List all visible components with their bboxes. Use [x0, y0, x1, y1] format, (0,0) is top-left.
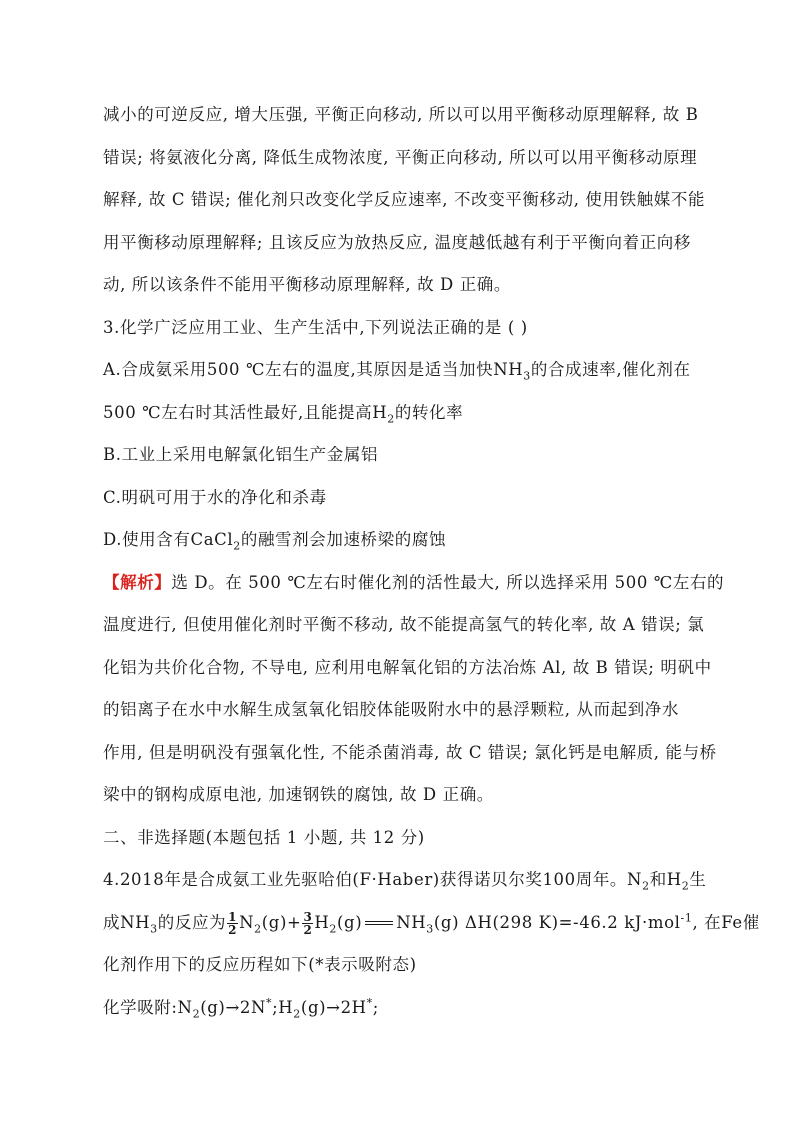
option-d: D.使用含有CaCl$_2$的融雪剂会加速桥梁的腐蚀 — [103, 530, 447, 553]
question-4-line4: 化学吸附$:N_2(g)\to 2N^*;H_2(g)\to 2H^*$; — [103, 996, 379, 1021]
fraction-one-half: $\frac{1}{2}$ — [228, 910, 238, 937]
option-c: C.明矾可用于水的净化和杀毒 — [103, 488, 327, 507]
section-heading: 二、非选择题(本题包括 1 小题, 共 12 分) — [103, 828, 425, 847]
question-3-stem: 3.化学广泛应用工业、生产生活中,下列说法正确的是 ( ) — [103, 318, 528, 337]
analysis-line: 作用, 但是明矾没有强氧化性, 不能杀菌消毒, 故 C 错误; 氯化钙是电解质, 能与桥 — [103, 743, 717, 762]
paragraph-line: 错误; 将氨液化分离, 降低生成物浓度, 平衡正向移动, 所以可以用平衡移动原理 — [103, 148, 698, 167]
analysis-line: 温度进行, 但使用催化剂时平衡不移动, 故不能提高氢气的转化率, 故 A 错误; 氯 — [103, 615, 705, 634]
question-4-line3: 化剂作用下的反应历程如下(*表示吸附态) — [103, 955, 417, 974]
equilibrium-sign — [365, 921, 393, 927]
analysis-tag: 【解析】 — [103, 573, 172, 592]
option-a-line1: A.合成氨采用500 ℃左右的温度,其原因是适当加快$NH_3$的合成速率,催化剂在 — [103, 360, 691, 383]
paragraph-line: 解释, 故 C 错误; 催化剂只改变化学反应速率, 不改变平衡移动, 使用铁触媒不能 — [103, 190, 706, 209]
option-b: B.工业上采用电解氯化铝生产金属铝 — [103, 445, 379, 464]
analysis-line: 化铝为共价化合物, 不导电, 应利用电解氧化铝的方法冶炼 Al, 故 B 错误; 明矾中 — [103, 658, 712, 677]
fraction-three-halves: $\frac{3}{2}$ — [303, 910, 313, 937]
question-4-line2: 成$NH_3$的反应为 $\frac{1}{2}$ $N_2(g)+$ $\frac{3}{2}$ $H_2(g)$ $NH_3(g)$ ΔH(298 K)=-46.2 kJ·mol$^{-1}$, 在Fe催 — [103, 910, 760, 937]
analysis-line: 【解析】选 D。在 500 ℃左右时催化剂的活性最大, 所以选择采用 500 ℃左右的 — [103, 573, 725, 592]
paragraph-line: 减小的可逆反应, 增大压强, 平衡正向移动, 所以可以用平衡移动原理解释, 故 B — [103, 105, 699, 124]
analysis-line: 的铝离子在水中水解生成氢氧化铝胶体能吸附水中的悬浮颗粒, 从而起到净水 — [103, 700, 679, 719]
paragraph-line: 动, 所以该条件不能用平衡移动原理解释, 故 D 正确。 — [103, 275, 511, 294]
paragraph-line: 用平衡移动原理解释; 且该反应为放热反应, 温度越低越有利于平衡向着正向移 — [103, 233, 691, 252]
analysis-line: 梁中的钢构成原电池, 加速钢铁的腐蚀, 故 D 正确。 — [103, 785, 494, 804]
option-a-line2: 500 ℃左右时其活性最好,且能提高$H_2$的转化率 — [103, 403, 464, 426]
question-4-line1: 4.2018年是合成氨工业先驱哈伯(F·Haber)获得诺贝尔奖100周年。$N_2$和$H_2$生 — [103, 870, 707, 893]
